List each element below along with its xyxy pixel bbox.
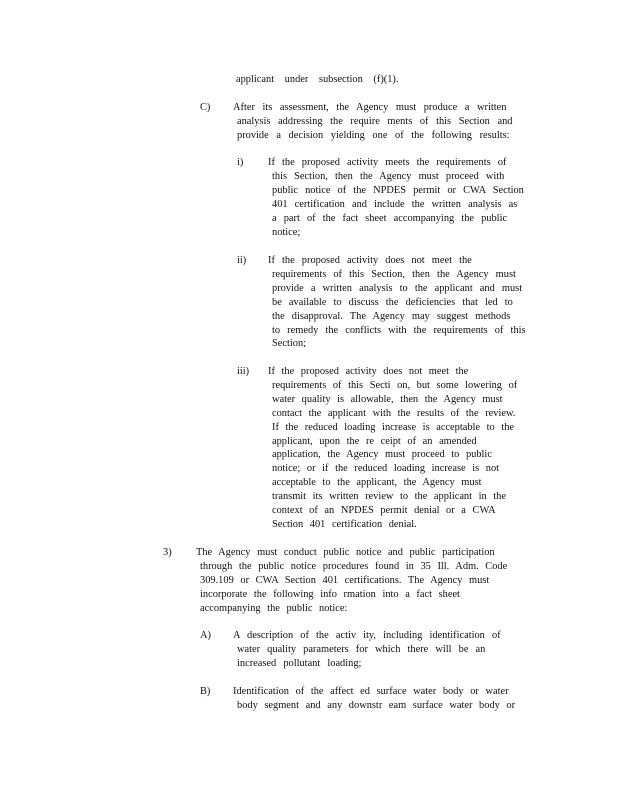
item-c-line: analysis addressing the require ments of this Section and <box>237 115 513 127</box>
item-3-label: 3) <box>163 547 172 558</box>
item-3-a-label: A) <box>200 630 211 641</box>
item-3-b-line: Identification of the affect ed surface water body or water <box>233 686 509 697</box>
item-c-iii-line: water quality is allowable, then the Agency must <box>272 393 503 405</box>
item-3-b-line: body segment and any downstr eam surface water body or <box>237 699 516 711</box>
item-c-iii-line: If the proposed activity does not meet the <box>268 366 469 377</box>
item-c-iii-line: notice; or if the reduced loading increase is not <box>272 463 500 475</box>
item-c-ii-line: Section; <box>272 338 307 350</box>
item-3-line: 309.109 or CWA Section 401 certifications. The Agency must <box>200 574 490 586</box>
item-c-iii-line: requirements of this Secti on, but some lowering of <box>272 379 518 391</box>
item-c-i-line: public notice of the NPDES permit or CWA Section <box>272 184 524 196</box>
item-c-i-line: If the proposed activity meets the requirements of <box>268 157 507 168</box>
item-c-iii-line: Section 401 certification denial. <box>272 518 417 530</box>
item-3-line: The Agency must conduct public notice and public participation <box>196 547 495 558</box>
item-3-paragraph <box>196 546 507 616</box>
item-c-ii-line: be available to discuss the deficiencies that led to <box>272 296 513 308</box>
item-c-label: C) <box>200 102 211 113</box>
item-3-b-paragraph <box>233 685 515 713</box>
item-c-iii-line: application, the Agency must proceed to public <box>272 449 492 461</box>
item-c-ii-line: the disapproval. The Agency may suggest methods <box>272 310 511 322</box>
item-3-a-line: increased pollutant loading; <box>237 657 362 669</box>
item-c-i-paragraph <box>268 156 524 239</box>
item-c-ii-paragraph <box>268 254 526 351</box>
item-3-line: accompanying the public notice: <box>200 602 348 614</box>
item-3-a-line: A description of the activ ity, including identification of <box>233 630 501 641</box>
item-c-i-line: notice; <box>272 226 301 238</box>
item-c-line: provide a decision yielding one of the following results: <box>237 129 510 141</box>
item-3-a-paragraph <box>233 629 501 671</box>
item-3-line: incorporate the following info rmation into a fact sheet <box>200 588 460 600</box>
item-c-i-line: a part of the fact sheet accompanying the public <box>272 212 508 224</box>
item-c-line: After its assessment, the Agency must produce a written <box>233 102 507 113</box>
item-c-iii-paragraph <box>268 365 517 532</box>
item-c-i-line: this Section, then the Agency must proceed with <box>272 170 505 182</box>
item-c-ii-line: provide a written analysis to the applicant and must <box>272 282 523 294</box>
item-c-ii-label: ii) <box>237 255 247 266</box>
item-c-iii-label: iii) <box>237 366 250 377</box>
item-3-b-label: B) <box>200 686 211 697</box>
item-c-ii-line: If the proposed activity does not meet the <box>268 255 472 266</box>
item-c-iii-line: applicant, upon the re ceipt of an amended <box>272 435 477 447</box>
item-c-i-label: i) <box>237 157 244 168</box>
item-c-iii-line: transmit its written review to the applicant in the <box>272 491 506 503</box>
item-3-a-line: water quality parameters for which there will be an <box>237 643 486 655</box>
item-c-i-line: 401 certification and include the written analysis as <box>272 198 518 210</box>
intro-line-text: applicant under subsection (f)(1). <box>236 74 399 85</box>
item-c-iii-line: acceptable to the applicant, the Agency must <box>272 477 482 489</box>
item-c-iii-line: contact the applicant with the results of the review. <box>272 407 516 419</box>
item-c-iii-line: context of an NPDES permit denial or a CWA <box>272 505 496 517</box>
item-c-iii-line: If the reduced loading increase is acceptable to the <box>272 421 515 433</box>
item-c-ii-line: requirements of this Section, then the Agency must <box>272 268 516 280</box>
item-c-ii-line: to remedy the conflicts with the requirements of this <box>272 324 526 336</box>
item-3-line: through the public notice procedures found in 35 Ill. Adm. Code <box>200 560 508 572</box>
intro-line <box>236 73 399 87</box>
item-c-paragraph <box>233 101 512 143</box>
